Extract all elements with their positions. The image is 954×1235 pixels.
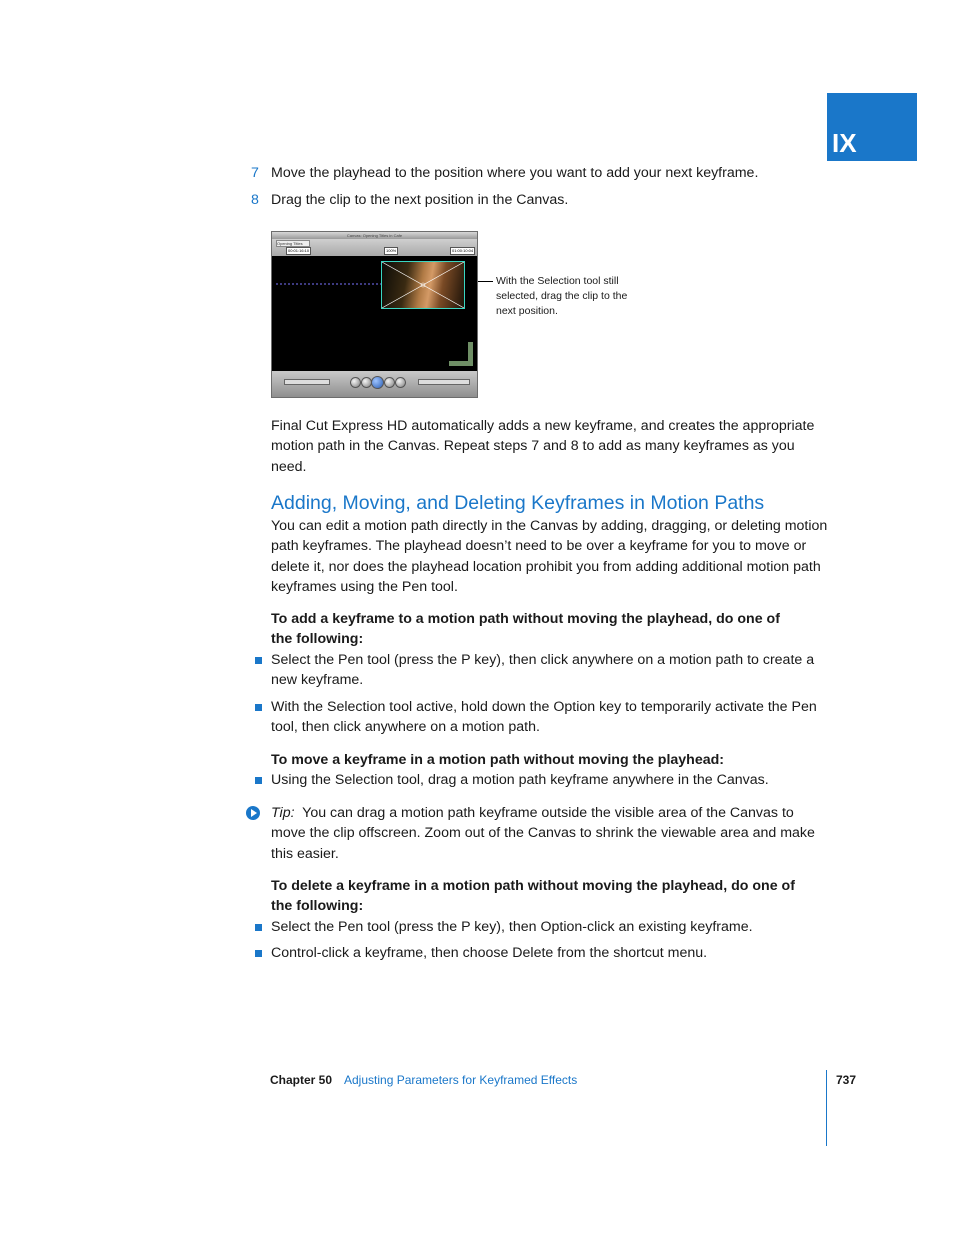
list-item: Control-click a keyframe, then choose Delete from the shortcut menu. <box>271 945 708 961</box>
shuttle-control <box>284 379 330 385</box>
section-heading: Adding, Moving, and Deleting Keyframes in Motion Paths <box>271 492 765 514</box>
step-number: 7 <box>251 165 259 181</box>
part-tab-label: IX <box>832 128 857 158</box>
step-7 <box>251 163 758 183</box>
step-text: Move the playhead to the position where you want to add your next keyframe. <box>271 165 759 181</box>
canvas-window <box>271 231 478 398</box>
timecode-current: 01:00:10:04 <box>452 248 474 253</box>
page-number: 737 <box>836 1073 857 1087</box>
paragraph: You can edit a motion path directly in the Canvas by adding, dragging, or deleting motion path keyframes. The playhead doesn’t need to be over a keyframe for you to move or delete it, nor does the playhead location prohibit you from adding additional motion path keyframes using the Pen tool. <box>271 518 828 595</box>
bullet-icon <box>255 657 262 664</box>
canvas-viewer <box>273 257 476 370</box>
tip-text: You can drag a motion path keyframe outside the visible area of the Canvas to move the clip offscreen. Zoom out of the Canvas to shrink the viewable area and make this easier. <box>271 805 815 862</box>
bullet-icon <box>255 704 262 711</box>
footer-title: Adjusting Parameters for Keyframed Effects <box>344 1073 578 1087</box>
tip-label: Tip: <box>271 805 295 821</box>
play-around-button <box>384 377 395 388</box>
tip-paragraph <box>271 803 831 864</box>
list-item: Select the Pen tool (press the P key), then Option-click an existing keyframe. <box>271 919 753 935</box>
clip-image <box>381 261 465 309</box>
timecode-duration: 00:01:16:10 <box>288 248 310 253</box>
task-heading: To add a keyframe to a motion path without moving the playhead, do one of the following: <box>271 611 780 648</box>
list-item: Select the Pen tool (press the P key), then click anywhere on a motion path to create a new keyframe. <box>271 652 815 689</box>
footer-divider <box>826 1070 827 1146</box>
task-heading: To delete a keyframe in a motion path without moving the playhead, do one of the following: <box>271 878 795 915</box>
bullet-icon <box>255 950 262 957</box>
play-button <box>371 376 384 389</box>
canvas-tab: Opening Titles <box>276 240 310 247</box>
task-heading: To move a keyframe in a motion path without moving the playhead: <box>271 752 725 768</box>
tip-icon <box>246 806 260 820</box>
wireframe-icon <box>382 262 464 308</box>
transport-controls <box>272 371 477 397</box>
step-text: Drag the clip to the next position in the Canvas. <box>271 192 569 208</box>
list-item: With the Selection tool active, hold down the Option key to temporarily activate the Pen tool, then click anywhere on a motion path. <box>271 699 817 736</box>
step-number: 8 <box>251 192 259 208</box>
footer-chapter: Chapter 50 <box>270 1073 333 1087</box>
previous-edit-button <box>350 377 361 388</box>
canvas-screenshot <box>271 231 478 398</box>
bullet-icon <box>255 777 262 784</box>
window-title: Canvas: Opening Titles in Cafe <box>272 232 477 239</box>
callout-leader <box>478 281 493 282</box>
bullet-icon <box>255 924 262 931</box>
canvas-toolbar <box>272 239 477 256</box>
list-item: Using the Selection tool, drag a motion path keyframe anywhere in the Canvas. <box>271 772 769 788</box>
title-safe-guide <box>449 342 473 366</box>
part-tab <box>827 93 917 161</box>
zoom-popup: 100% <box>386 248 397 253</box>
figure-callout: With the Selection tool still selected, drag the clip to the next position. <box>496 275 628 317</box>
step-8 <box>251 190 568 210</box>
jog-control <box>418 379 470 385</box>
next-edit-button <box>395 377 406 388</box>
paragraph: Final Cut Express HD automatically adds a new keyframe, and creates the appropriate motion path in the Canvas. Repeat steps 7 and 8 to add as many keyframes as you need. <box>271 418 815 475</box>
